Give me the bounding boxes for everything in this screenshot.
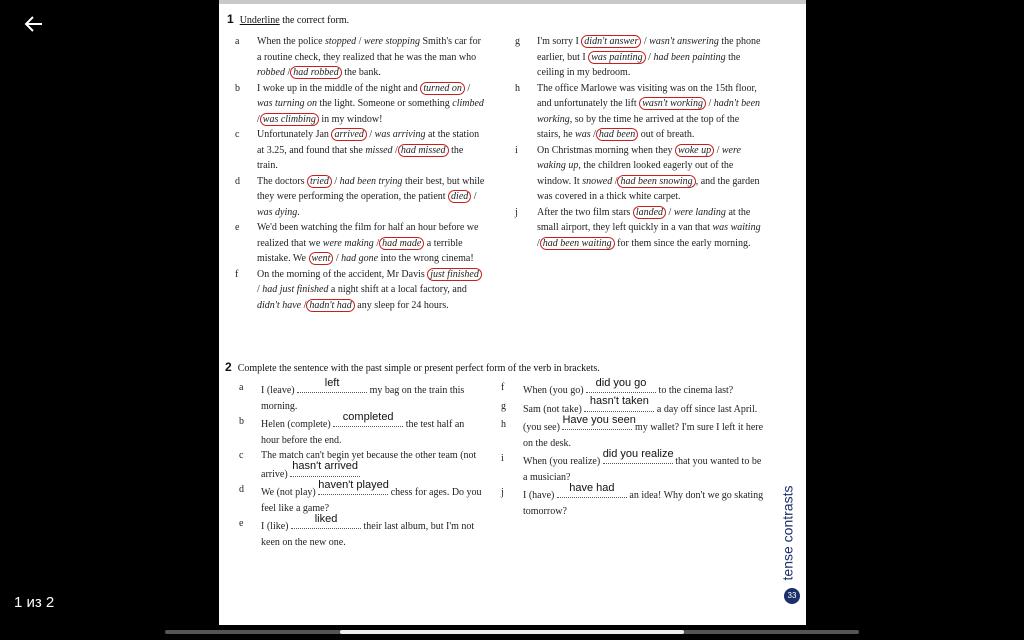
section-1-left-column [235, 34, 485, 313]
item-continuation: a day off since last April. [654, 403, 758, 415]
item-letter: b [239, 416, 244, 427]
page-scrollbar-thumb[interactable] [340, 630, 684, 634]
item-continuation: to the cinema last? [656, 385, 734, 396]
exercise-1-item-a: a When the police stopped / were stopping Smith's car for a routine check, they realized that he was the man who robbed / had robbed the bank. [235, 36, 481, 78]
section-1-title-rest: the correct form. [282, 15, 350, 26]
section-1-heading [227, 12, 349, 26]
item-continuation: my wallet? I'm sure I left it here on the desk. [523, 422, 764, 449]
handwritten-answer: did you go [595, 376, 647, 389]
exercise-1-item-f: f On the morning of the accident, Mr Davis just finished / had just finished a night shift at a local factory, and didn't have / hadn't had any sleep for 24 hours. [235, 267, 485, 314]
exercise-1-item-e: e We'd been watching the film for half an hour before we realized that we were making / had made a terrible mistake. We went / had gone into the wrong cinema! [235, 222, 479, 264]
exercise-1-item-h: h The office Marlowe was visiting was on the 15th floor, and unfortunately the lift wasn't working / hadn't been working, so by the time he arrived at the top of the stairs, he was / had been out of breath. [515, 82, 761, 140]
exercise-2-item-d [239, 478, 485, 516]
item-letter: e [239, 518, 244, 529]
handwritten-answer: Have you seen [562, 413, 636, 426]
item-prompt: When (you realize) [523, 456, 603, 467]
item-continuation: an idea! Why don't we go skating tomorrow? [523, 490, 764, 517]
answer-blank [584, 395, 654, 412]
handwritten-answer: did you realize [602, 447, 674, 460]
answer-blank [291, 512, 361, 529]
section-1-title: Underline [239, 15, 280, 26]
section-side-label [779, 480, 803, 595]
answer-blank [557, 481, 627, 498]
item-letter: e [235, 222, 240, 233]
item-continuation: the test half an hour before the end. [261, 419, 465, 446]
section-2-heading [225, 360, 600, 374]
item-continuation: that you wanted to be a musician? [523, 456, 762, 483]
handwritten-answer: haven't played [318, 478, 389, 491]
item-letter: c [239, 450, 244, 461]
item-prompt: When (you go) [523, 385, 587, 396]
item-prompt: I (like) [261, 521, 291, 532]
answer-blank [602, 447, 674, 464]
section-2-number: 2 [225, 360, 232, 374]
answer-blank [562, 413, 636, 430]
item-letter: f [235, 268, 239, 280]
answer-blank [297, 376, 367, 393]
handwritten-answer: liked [314, 512, 338, 525]
section-2-left-column [239, 376, 485, 550]
item-continuation: their last album, but I'm not keen on the new one. [261, 521, 475, 548]
exercise-1-item-b: b I woke up in the middle of the night and turned on / was turning on the light. Someone or something climbed / was climbing in my window! [235, 82, 484, 125]
exercise-2-item-j [501, 481, 765, 519]
item-letter: b [235, 82, 240, 94]
item-letter: j [515, 206, 518, 218]
handwritten-answer: hasn't taken [589, 395, 649, 407]
item-continuation: my bag on the train this morning. [261, 385, 465, 412]
document-page [219, 0, 806, 625]
section-1-number: 1 [227, 12, 234, 26]
exercise-1-item-i: i On Christmas morning when they woke up / were waking up, the children looked eagerly out of the window. It snowed / had been snowing , and the garden was covered in a thick white carpet. [515, 144, 760, 202]
exercise-2-item-e [239, 512, 485, 550]
item-letter: d [239, 484, 244, 495]
item-continuation: chess for ages. Do you feel like a game? [261, 487, 482, 514]
exercise-1-item-d: d The doctors tried / had been trying their best, but while they were performing the operation, the patient died / was dying. [235, 175, 485, 218]
item-letter: i [515, 144, 518, 156]
item-letter: h [501, 419, 506, 430]
item-letter: a [235, 36, 240, 47]
section-2-right-column [501, 376, 765, 519]
exercise-2-item-i [501, 447, 765, 485]
tense-contrasts-label: tense contrasts [779, 485, 796, 581]
answer-blank [318, 478, 389, 495]
exercise-1-item-c: c Unfortunately Jan arrived / was arriving at the station at 3.25, and found that she missed / had missed the train. [235, 129, 480, 171]
item-prompt: I (have) [523, 490, 557, 501]
answer-blank [290, 460, 360, 477]
section-1-right-column [515, 34, 765, 251]
answer-blank [333, 410, 403, 427]
item-prompt: Helen (complete) [261, 419, 334, 430]
item-prompt: I (leave) [261, 385, 298, 396]
item-letter: j [501, 487, 504, 498]
item-prompt: The match can't begin yet because the other team (not arrive) [261, 450, 477, 480]
exercise-1-item-j: j After the two film stars landed / were landing at the small airport, they left quickly in a van that was waiting / had been waiting for them since the early morning. [515, 206, 761, 249]
page-counter: 1 из 2 [14, 594, 55, 611]
handwritten-answer: left [324, 376, 340, 389]
exercise-2-item-b [239, 410, 485, 448]
item-letter: c [235, 129, 240, 140]
answer-blank [586, 376, 656, 393]
previous-page-edge [219, 0, 806, 4]
item-prompt: (you see) [523, 422, 563, 433]
handwritten-answer: hasn't arrived [292, 460, 358, 472]
handwritten-answer: completed [342, 410, 394, 423]
item-prompt: We (not play) [261, 487, 319, 498]
item-prompt: Sam (not take) [523, 403, 585, 415]
handwritten-answer: have had [569, 481, 615, 494]
item-letter: h [515, 82, 520, 94]
page-number-badge: 33 [784, 588, 800, 604]
back-arrow-icon[interactable] [22, 12, 46, 36]
item-letter: f [501, 382, 505, 393]
section-2-title: Complete the sentence with the past simple or present perfect form of the verb in brackets. [237, 363, 600, 374]
item-letter: i [501, 453, 504, 464]
item-letter: d [235, 175, 240, 187]
item-letter: a [239, 382, 244, 393]
item-letter: g [515, 36, 520, 47]
exercise-1-item-g: g I'm sorry I didn't answer / wasn't answering the phone earlier, but I was painting / had been painting the ceiling in my bedroom. [515, 36, 761, 78]
item-letter: g [501, 400, 506, 412]
